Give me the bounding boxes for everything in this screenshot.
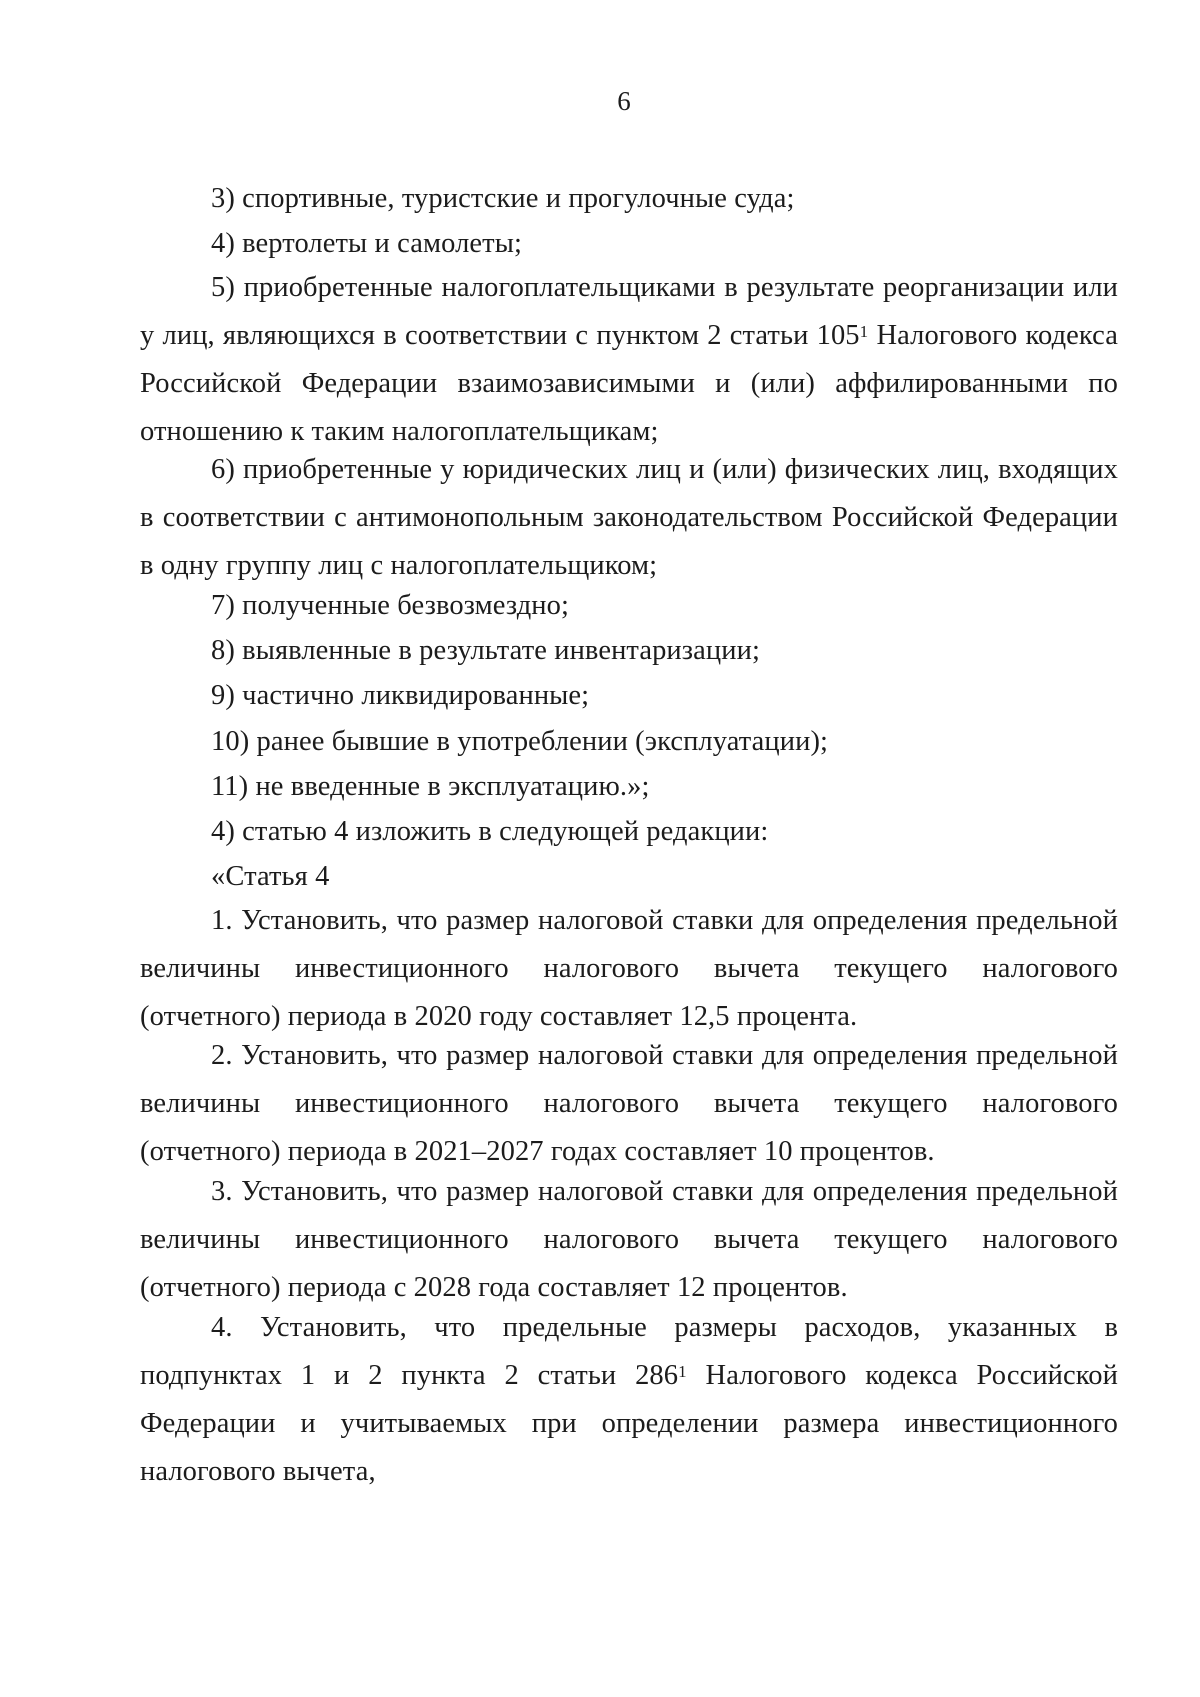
list-item-10 <box>140 718 1118 766</box>
amendment-point-4 <box>140 808 1118 856</box>
article-point-3 <box>140 1168 1118 1312</box>
list-item-6 <box>140 446 1118 590</box>
article-point-2 <box>140 1032 1118 1176</box>
list-item-3 <box>140 175 1118 223</box>
list-item-7 <box>140 582 1118 630</box>
paragraph-text: 4) статью 4 изложить в следующей редакции: <box>211 816 769 847</box>
list-item-5 <box>140 264 1118 456</box>
paragraph-text: 8) выявленные в результате инвентаризации; <box>211 635 760 666</box>
superscript: 1 <box>678 1362 687 1381</box>
paragraph-text: 4) вертолеты и самолеты; <box>211 228 522 259</box>
paragraph-text: 11) не введенные в эксплуатацию.»; <box>211 771 650 802</box>
paragraph-text: «Статья 4 <box>211 861 330 892</box>
paragraph-text: 7) полученные безвозмездно; <box>211 590 570 621</box>
paragraph-text: 1. Установить, что размер налоговой ставки для определения предельной величины инвестиционного налогового вычета текущего налогового (отчетного) периода в 2020 году составляет 12,5 процента. <box>140 905 1118 1032</box>
paragraph-text: 5) приобретенные налогоплательщиками в результате реорганизации или у лиц, являющихся в соответствии с пунктом 2 статьи 105 <box>140 272 1118 351</box>
list-item-8 <box>140 627 1118 675</box>
paragraph-text: Налогового кодекса Российской Федерации и учитываемых при определении размера инвестиционного налогового вычета, <box>140 1360 1118 1487</box>
superscript: 1 <box>859 322 869 341</box>
paragraph-text: 4. Установить, что предельные размеры расходов, указанных в подпунктах 1 и 2 пункта 2 статьи 286 <box>140 1312 1118 1391</box>
paragraph-text: 3) спортивные, туристские и прогулочные суда; <box>211 183 795 214</box>
paragraph-text: 10) ранее бывшие в употреблении (эксплуатации); <box>211 726 829 757</box>
list-item-11 <box>140 763 1118 811</box>
paragraph-text: 9) частично ликвидированные; <box>211 680 590 711</box>
article-point-1 <box>140 897 1118 1041</box>
list-item-9 <box>140 672 1118 720</box>
page-number: 6 <box>617 86 631 116</box>
paragraph-text: 6) приобретенные у юридических лиц и (или) физических лиц, входящих в соответствии с антимонопольным законодательством Российской Федерации в одну группу лиц с налогоплательщиком; <box>140 454 1118 581</box>
article-heading <box>140 853 1118 901</box>
paragraph-text: 2. Установить, что размер налоговой ставки для определения предельной величины инвестиционного налогового вычета текущего налогового (отчетного) периода в 2021–2027 годах составляет 10 процентов. <box>140 1040 1118 1167</box>
list-item-4 <box>140 220 1118 268</box>
article-point-4 <box>140 1304 1118 1496</box>
paragraph-text: Налогового кодекса Российской Федерации взаимозависимыми и (или) аффилированными по отношению к таким налогоплательщикам; <box>140 320 1119 447</box>
paragraph-text: 3. Установить, что размер налоговой ставки для определения предельной величины инвестиционного налогового вычета текущего налогового (отчетного) периода с 2028 года составляет 12 процентов. <box>140 1176 1118 1303</box>
